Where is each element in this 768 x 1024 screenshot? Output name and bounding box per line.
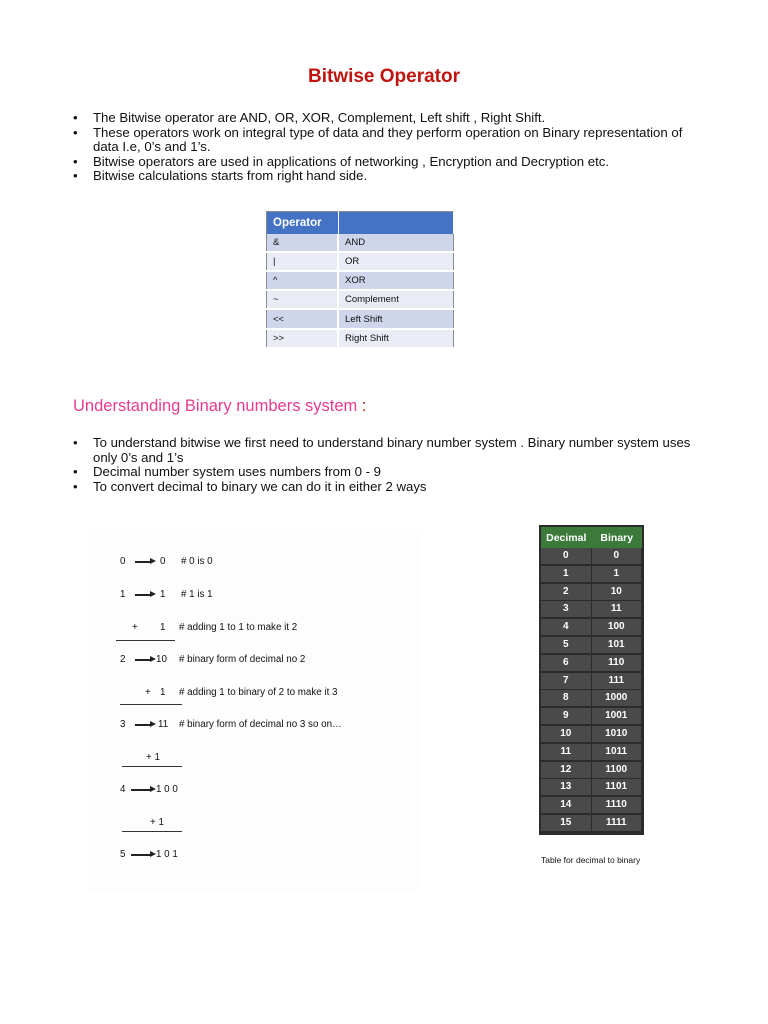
operator-table: [266, 211, 454, 349]
table-row: [267, 234, 454, 252]
example-decimal: 3: [120, 719, 126, 730]
binary-bullet-list: [72, 436, 692, 494]
example-addend: + 1: [150, 817, 164, 828]
table-row: [267, 252, 454, 271]
table-row: [541, 673, 642, 691]
binary-cell: 10: [592, 584, 642, 600]
example-addend: + 1: [146, 752, 160, 763]
table-row: [541, 690, 642, 708]
operator-name: OR: [338, 252, 454, 271]
arrow-right-icon: [135, 659, 151, 661]
operator-name: XOR: [338, 271, 454, 290]
example-binary: 0: [160, 556, 166, 567]
table-row: [541, 584, 642, 602]
sum-line: [122, 831, 182, 832]
example-binary: 1 0 1: [156, 849, 178, 860]
example-addend: 1: [160, 622, 166, 633]
conversion-example: [88, 530, 418, 892]
example-comment: # 1 is 1: [181, 589, 213, 600]
example-decimal: 5: [120, 849, 126, 860]
operator-symbol: <<: [267, 309, 339, 328]
table-caption: Table for decimal to binary: [541, 855, 641, 865]
decimal-cell: 2: [541, 584, 591, 600]
table-row: [267, 290, 454, 309]
arrow-right-icon: [135, 594, 151, 596]
bullet-item: • These operators work on integral type of data and they perform operation on Binary representation of data I.e, 0’s and 1’s.: [72, 126, 692, 155]
table-row: [267, 329, 454, 348]
binary-cell: 101: [592, 637, 642, 653]
decimal-cell: 11: [541, 744, 591, 760]
binary-cell: 1100: [592, 762, 642, 778]
bullet-item: • The Bitwise operator are AND, OR, XOR, Complement, Left shift , Right Shift.: [72, 111, 692, 126]
table-row: [267, 309, 454, 328]
sum-line: [122, 766, 182, 767]
table-row: [541, 619, 642, 637]
example-comment: # adding 1 to binary of 2 to make it 3: [179, 687, 338, 698]
table-row: [541, 548, 642, 566]
table-header-row: [541, 527, 642, 548]
example-decimal: 0: [120, 556, 126, 567]
binary-cell: 11: [592, 601, 642, 617]
example-binary: 11: [158, 719, 169, 730]
binary-cell: 1110: [592, 797, 642, 813]
example-binary: 1: [160, 589, 166, 600]
bullet-item: • To understand bitwise we first need to understand binary number system . Binary number system uses only 0’s and 1’s: [72, 436, 692, 465]
table-body: [541, 548, 642, 833]
decimal-cell: 6: [541, 655, 591, 671]
table-row: [541, 566, 642, 584]
sum-line: [120, 704, 182, 705]
decimal-cell: 15: [541, 815, 591, 831]
table-row: [541, 797, 642, 815]
decimal-cell: 8: [541, 690, 591, 706]
operator-symbol: >>: [267, 329, 339, 348]
table-row: [541, 708, 642, 726]
binary-cell: 110: [592, 655, 642, 671]
example-decimal: 2: [120, 654, 126, 665]
example-decimal: 1: [120, 589, 126, 600]
decimal-binary-table: [539, 525, 644, 835]
example-binary: 10: [156, 654, 167, 665]
table-row: [541, 601, 642, 619]
operator-symbol: ^: [267, 271, 339, 290]
binary-cell: 111: [592, 673, 642, 689]
table-row: [541, 815, 642, 833]
binary-cell: 1001: [592, 708, 642, 724]
bullet-item: • Bitwise calculations starts from right hand side.: [72, 169, 692, 184]
binary-cell: 1000: [592, 690, 642, 706]
binary-cell: 100: [592, 619, 642, 635]
section-heading-text: Understanding Binary numbers system: [73, 397, 358, 415]
table-row: [267, 271, 454, 290]
decimal-cell: 7: [541, 673, 591, 689]
page-title: Bitwise Operator: [307, 66, 461, 87]
operator-name: Right Shift: [338, 329, 454, 348]
decimal-cell: 14: [541, 797, 591, 813]
binary-cell: 1111: [592, 815, 642, 831]
arrow-right-icon: [131, 854, 151, 856]
bullet-item: • Decimal number system uses numbers from 0 - 9: [72, 465, 692, 480]
binary-cell: 1011: [592, 744, 642, 760]
arrow-right-icon: [131, 789, 151, 791]
decimal-cell: 0: [541, 548, 591, 564]
section-heading: [73, 397, 366, 416]
example-plus: +: [132, 622, 138, 633]
section-heading-colon: :: [361, 397, 367, 415]
example-comment: # binary form of decimal no 2: [179, 654, 306, 665]
binary-cell: 1101: [592, 779, 642, 795]
table-header-cell: [338, 212, 454, 235]
decimal-cell: 9: [541, 708, 591, 724]
decimal-cell: 3: [541, 601, 591, 617]
table-header-cell: Binary: [600, 531, 634, 544]
sum-line: [116, 640, 175, 641]
decimal-cell: 1: [541, 566, 591, 582]
example-comment: # 0 is 0: [181, 556, 213, 567]
decimal-cell: 12: [541, 762, 591, 778]
operator-name: AND: [338, 234, 454, 252]
decimal-cell: 13: [541, 779, 591, 795]
example-comment: # adding 1 to 1 to make it 2: [179, 622, 298, 633]
table-header-row: [267, 212, 454, 235]
example-comment: # binary form of decimal no 3 so on…: [179, 719, 342, 730]
decimal-cell: 10: [541, 726, 591, 742]
table-row: [541, 762, 642, 780]
arrow-right-icon: [135, 561, 151, 563]
bullet-item: • To convert decimal to binary we can do it in either 2 ways: [72, 480, 692, 495]
intro-bullet-list: [72, 111, 692, 184]
table-row: [541, 655, 642, 673]
operator-symbol: &: [267, 234, 339, 252]
bullet-item: • Bitwise operators are used in applications of networking , Encryption and Decryption etc.: [72, 155, 692, 170]
example-plus: +: [145, 687, 151, 698]
table-header-cell: Decimal: [546, 531, 587, 544]
binary-cell: 0: [592, 548, 642, 564]
table-header-cell: Operator: [267, 212, 339, 235]
table-row: [541, 744, 642, 762]
decimal-cell: 4: [541, 619, 591, 635]
operator-symbol: |: [267, 252, 339, 271]
binary-cell: 1010: [592, 726, 642, 742]
table-row: [541, 637, 642, 655]
arrow-right-icon: [135, 724, 151, 726]
example-binary: 1 0 0: [156, 784, 178, 795]
operator-name: Complement: [338, 290, 454, 309]
table-row: [541, 779, 642, 797]
decimal-cell: 5: [541, 637, 591, 653]
table-row: [541, 726, 642, 744]
binary-cell: 1: [592, 566, 642, 582]
example-decimal: 4: [120, 784, 126, 795]
example-addend: 1: [160, 687, 166, 698]
operator-symbol: ~: [267, 290, 339, 309]
operator-name: Left Shift: [338, 309, 454, 328]
